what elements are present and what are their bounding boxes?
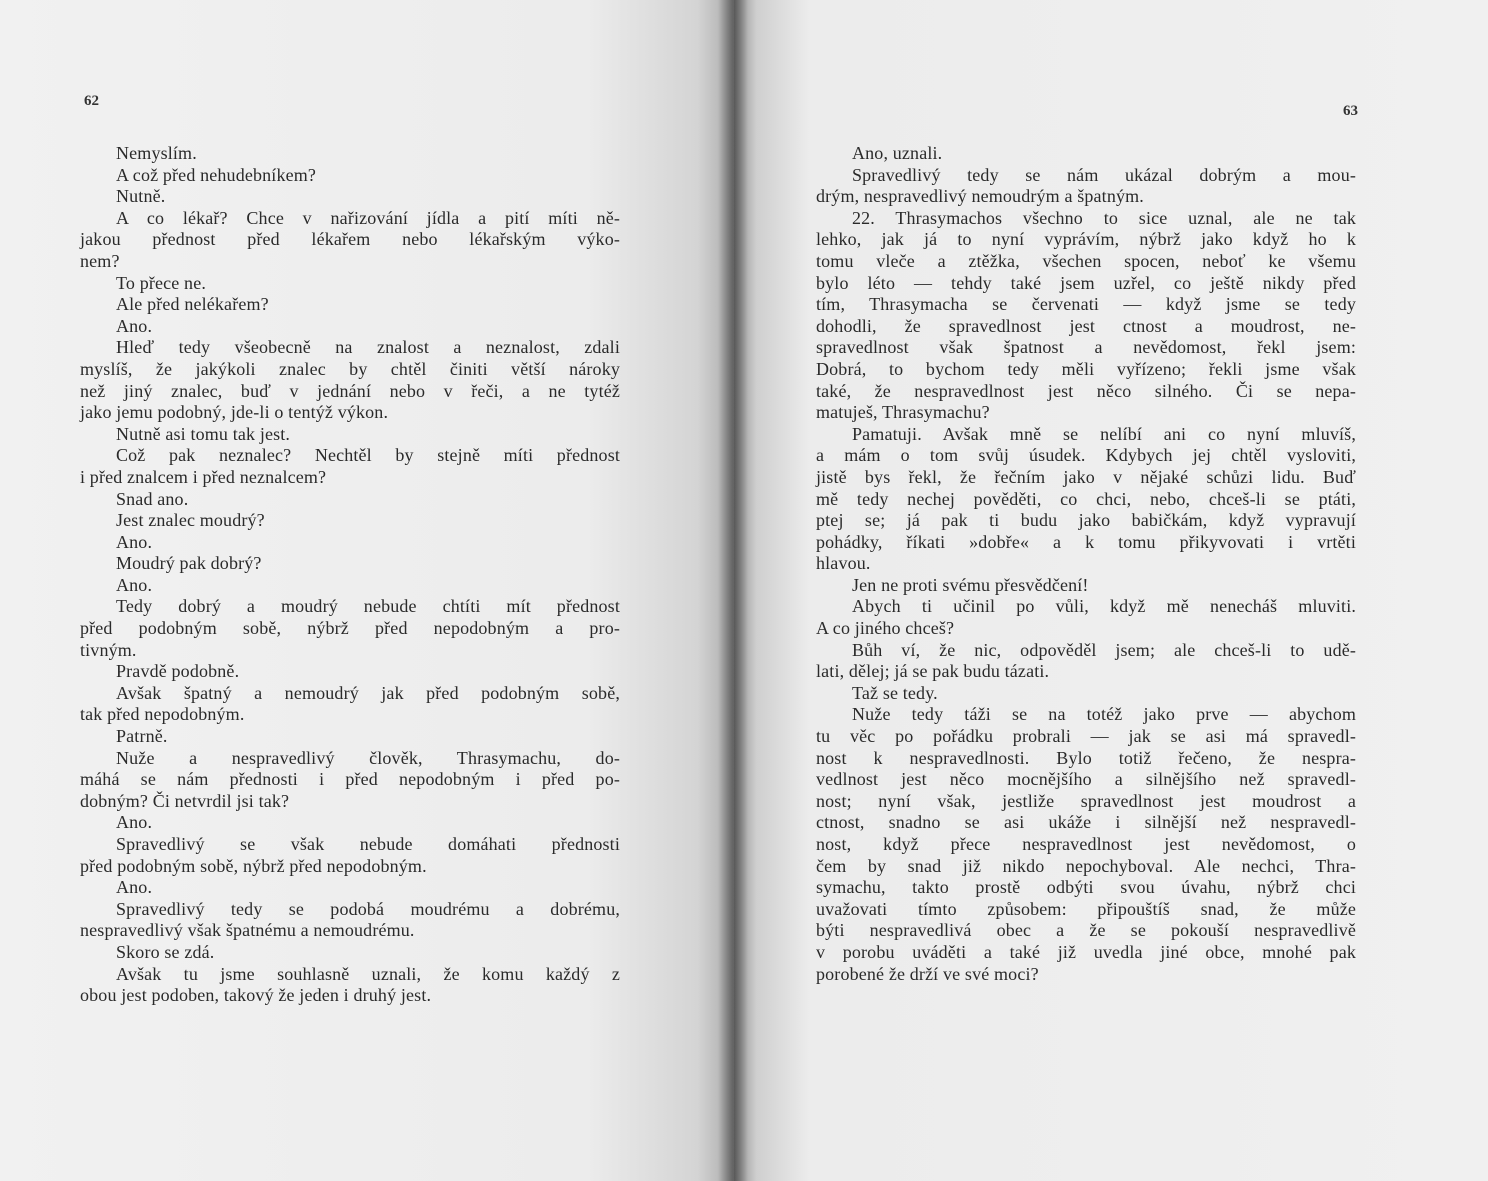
text-line: jako jemu podobný, jde-li o tentýž výkon. bbox=[80, 402, 389, 423]
text-line: Dobrá, to bychom tedy měli vyřízeno; řekli jsme však bbox=[816, 358, 1356, 379]
text-line: uvažovati tímto způsobem: připouštíš snad, že může bbox=[816, 898, 1356, 919]
text-line: tomu vleče a ztěžka, všechen spocen, neboť ke všemu bbox=[816, 250, 1356, 271]
text-line: čem by snad již nikdo nepochyboval. Ale nechci, Thra- bbox=[816, 855, 1356, 876]
text-line: A co jiného chceš? bbox=[816, 618, 955, 639]
text-line: Nuže tedy táži se na totéž jako prve — abychom bbox=[852, 704, 1356, 725]
text-line: nespravedlivý však špatnému a nemoudrému. bbox=[80, 920, 415, 941]
text-line: Skoro se zdá. bbox=[116, 941, 215, 962]
text-line: Avšak tu jsme souhlasně uznali, že komu každý z bbox=[116, 963, 620, 984]
left-page bbox=[0, 0, 734, 1181]
text-line: Ale před nelékařem? bbox=[116, 294, 269, 315]
text-line: tak před nepodobným. bbox=[80, 704, 245, 725]
text-line: To přece ne. bbox=[116, 272, 206, 293]
text-line: Patrně. bbox=[116, 726, 168, 747]
text-line: symachu, takto prostě odbýti svou úvahu, nýbrž chci bbox=[816, 877, 1356, 898]
text-line: matuješ, Thrasymachu? bbox=[816, 402, 990, 423]
text-line: Což pak neznalec? Nechtěl by stejně míti přednost bbox=[116, 445, 620, 466]
text-line: Jest znalec moudrý? bbox=[116, 510, 265, 531]
text-line: Snad ano. bbox=[116, 488, 189, 509]
text-line: Ano. bbox=[116, 574, 153, 595]
text-line: než jiný znalec, buď v jednání nebo v řeči, a ne tytéž bbox=[80, 380, 620, 401]
text-line: bylo léto — tehdy také jsem uzřel, co ještě nikdy před bbox=[816, 272, 1356, 293]
text-line: nost; nyní však, jestliže spravedlnost jest moudrost a bbox=[816, 790, 1356, 811]
right-page bbox=[734, 0, 1488, 1181]
text-line: mě tedy nechej pověděti, co chci, nebo, chceš-li se ptáti, bbox=[816, 488, 1356, 509]
text-line: Bůh ví, že nic, odpověděl jsem; ale chceš-li to udě- bbox=[852, 639, 1356, 660]
text-line: hlavou. bbox=[816, 553, 871, 574]
text-line: nem? bbox=[80, 250, 120, 271]
text-line: Pamatuji. Avšak mně se nelíbí ani co nyní mluvíš, bbox=[852, 423, 1356, 444]
text-line: Spravedlivý se však nebude domáhati přednosti bbox=[116, 834, 620, 854]
text-line: vedlnost jest něco mocnějšího a silnějšího než spravedl- bbox=[816, 769, 1356, 790]
text-line: Ano. bbox=[116, 812, 153, 833]
book-gutter bbox=[718, 0, 748, 1181]
text-line: i před znalcem i před neznalcem? bbox=[80, 466, 327, 487]
text-line: lati, dělej; já se pak budu tázati. bbox=[816, 661, 1050, 682]
left-page-text bbox=[80, 143, 620, 1007]
page-number-left: 62 bbox=[84, 93, 99, 109]
text-line: A což před nehudebníkem? bbox=[116, 164, 317, 185]
text-line: ptej se; já pak ti budu jako babičkám, když vypravují bbox=[816, 510, 1356, 531]
text-line: máhá se nám přednosti i před nepodobným i před po- bbox=[80, 769, 620, 790]
text-line: tu věc po pořádku probrali — jak se asi má spravedl- bbox=[816, 726, 1356, 747]
text-line: ctnost, snadno se asi ukáže i silnější než nespravedl- bbox=[816, 812, 1356, 833]
text-line: Spravedlivý tedy se podobá moudrému a dobrému, bbox=[116, 898, 620, 919]
text-line: Tedy dobrý a moudrý nebude chtíti mít přednost bbox=[116, 596, 620, 617]
text-line: Nuže a nespravedlivý člověk, Thrasymachu, do- bbox=[116, 747, 620, 768]
text-line: porobené že drží ve své moci? bbox=[816, 963, 1039, 984]
text-line: drým, nespravedlivý nemoudrým a špatným. bbox=[816, 186, 1144, 207]
text-line: A co lékař? Chce v nařizování jídla a pití míti ně- bbox=[116, 207, 620, 228]
text-line: myslíš, že jakýkoli znalec by chtěl činiti větší nároky bbox=[80, 358, 620, 379]
text-line: Nutně. bbox=[116, 186, 166, 207]
text-line: Avšak špatný a nemoudrý jak před podobným sobě, bbox=[116, 682, 620, 703]
text-line: lehko, jak já to nyní vyprávím, nýbrž jako když ho k bbox=[816, 229, 1356, 250]
text-line: nost, když přece nespravedlnost jest nevědomost, o bbox=[816, 834, 1356, 854]
text-line: jakou přednost před lékařem nebo lékařským výko- bbox=[80, 229, 620, 250]
text-line: Nemyslím. bbox=[116, 143, 197, 163]
page-number-right: 63 bbox=[1343, 103, 1358, 119]
text-line: býti nespravedlivá obec a že se pokouší nespravedlivě bbox=[816, 920, 1356, 941]
text-line: nost k nespravedlnosti. Bylo totiž řečeno, že nespra- bbox=[816, 747, 1356, 768]
text-line: Jen ne proti svému přesvědčení! bbox=[852, 574, 1089, 595]
text-line: Ano. bbox=[116, 877, 153, 898]
text-line: Hleď tedy všeobecně na znalost a neznalost, zdali bbox=[116, 337, 620, 358]
text-line: Ano. bbox=[116, 315, 153, 336]
text-line: Pravdě podobně. bbox=[116, 661, 240, 682]
text-line: v porobu uváděti a také již uvedla jiné obce, mnohé pak bbox=[816, 941, 1356, 962]
text-line: před podobným sobě, nýbrž před nepodobným a pro- bbox=[80, 618, 620, 639]
text-line: obou jest podoben, takový že jeden i druhý jest. bbox=[80, 985, 432, 1006]
text-line: Abych ti učinil po vůli, když mě nenecháš mluviti. bbox=[852, 596, 1356, 617]
text-line: Spravedlivý tedy se nám ukázal dobrým a mou- bbox=[852, 164, 1356, 185]
text-line: tím, Thrasymacha se červenati — když jsme se tedy bbox=[816, 294, 1356, 315]
text-line: také, že nespravedlnost jest něco silného. Či se nepa- bbox=[816, 380, 1356, 401]
text-line: Moudrý pak dobrý? bbox=[116, 553, 262, 574]
text-line: Taž se tedy. bbox=[852, 682, 938, 703]
text-line: Ano, uznali. bbox=[852, 143, 943, 163]
text-line: pohádky, říkati »dobře« a k tomu přikyvovati i vrtěti bbox=[816, 531, 1356, 552]
text-line: a mám o tom svůj úsudek. Kdybych jej chtěl vysloviti, bbox=[816, 445, 1356, 466]
text-line: tivným. bbox=[80, 639, 137, 660]
text-line: jistě bys řekl, že řečním jako v nějaké schůzi lidu. Buď bbox=[816, 466, 1356, 487]
text-line: Nutně asi tomu tak jest. bbox=[116, 423, 291, 444]
text-line: dobným? Či netvrdil jsi tak? bbox=[80, 790, 290, 811]
text-line: před podobným sobě, nýbrž před nepodobným. bbox=[80, 855, 427, 876]
text-line: spravedlnost však špatnost a nevědomost, řekl jsem: bbox=[816, 337, 1356, 358]
text-line: 22. Thrasymachos všechno to sice uznal, ale ne tak bbox=[852, 207, 1356, 228]
right-page-text bbox=[816, 143, 1356, 985]
text-line: dohodli, že spravedlnost jest ctnost a moudrost, ne- bbox=[816, 315, 1356, 336]
text-line: Ano. bbox=[116, 531, 153, 552]
